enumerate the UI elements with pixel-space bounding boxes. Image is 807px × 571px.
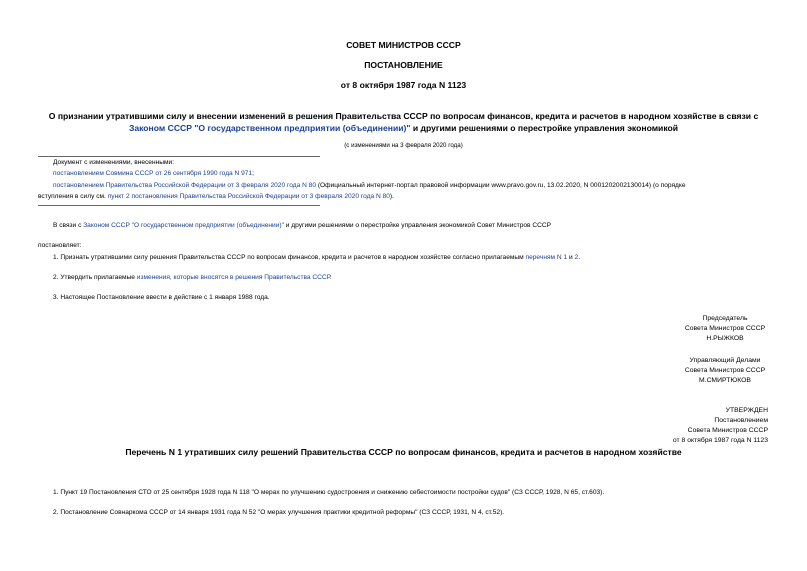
manager-title: Управляющий Делами bbox=[689, 357, 761, 364]
manager-name: М.СМИРТЮКОВ bbox=[699, 377, 751, 384]
preamble-paragraph: В связи с Законом СССР "О государственном предприятии (объединении)" и другими решениями о перестройке управления экономикой Совет Министров СССР bbox=[53, 222, 552, 229]
list-item-2: 2. Постановление Совнаркома СССР от 14 января 1931 года N 52 "О мерах улучшения практики кредитной реформы" (СЗ СССР, 1931, N 4, ст.52). bbox=[53, 509, 505, 516]
revision-note: (с изменениями на 3 февраля 2020 года) bbox=[344, 142, 463, 149]
manager-signature bbox=[680, 356, 770, 386]
changes-heading: Документ с изменениями, внесенными: bbox=[53, 159, 175, 166]
title-law-link[interactable]: Законом СССР "О государственном предприятии (объединении)" bbox=[128, 123, 411, 133]
approval-stamp bbox=[673, 406, 768, 446]
chairman-signature bbox=[680, 314, 770, 344]
document-title-line2 bbox=[0, 123, 807, 133]
list-1-title: Перечень N 1 утративших силу решений Правительства СССР по вопросам финансов, кредита и расчетов в народном хозяйстве bbox=[125, 447, 682, 457]
chairman-name: Н.РЫЖКОВ bbox=[706, 335, 744, 342]
issuer-heading: СОВЕТ МИНИСТРОВ СССР bbox=[346, 40, 461, 50]
changes-line1: постановлением Совмина СССР от 26 сентября 1990 года N 971; bbox=[53, 170, 254, 177]
preamble-law-link[interactable]: Законом СССР "О государственном предприятии (объединении)" bbox=[83, 222, 284, 229]
manager-org: Совета Министров СССР bbox=[684, 367, 766, 374]
chairman-org: Совета Министров СССР bbox=[684, 325, 766, 332]
approval-by: Постановлением bbox=[714, 417, 768, 424]
amendments-link[interactable]: изменения, которые вносятся в решения Правительства СССР bbox=[136, 274, 330, 281]
title-line2-rest: и другими решениями о перестройке управления экономикой bbox=[410, 123, 679, 133]
item-3: 3. Настоящее Постановление ввести в действие с 1 января 1988 года. bbox=[53, 294, 270, 301]
item-2: 2. Утвердить прилагаемые изменения, которые вносятся в решения Правительства СССР. bbox=[53, 274, 332, 281]
document-type-heading: ПОСТАНОВЛЕНИЕ bbox=[364, 60, 443, 70]
list-1-link[interactable]: перечням N 1 bbox=[525, 254, 568, 261]
changes-bottom-divider bbox=[38, 205, 320, 206]
list-2-link[interactable]: 2 bbox=[574, 254, 579, 261]
approval-org: Совета Министров СССР bbox=[687, 427, 768, 434]
chairman-title: Председатель bbox=[702, 315, 748, 322]
decides-text: постановляет: bbox=[38, 242, 82, 249]
approval-date: от 8 октября 1987 года N 1123 bbox=[672, 437, 768, 444]
approval-label: УТВЕРЖДЕН bbox=[725, 407, 768, 414]
change-link-1990[interactable]: постановлением Совмина СССР от 26 сентября 1990 года N 971 bbox=[53, 170, 253, 177]
change-link-2020[interactable]: постановлением Правительства Российской Федерации от 3 февраля 2020 года N 80 bbox=[53, 182, 317, 189]
change-link-clause2[interactable]: пункт 2 постановления Правительства Российской Федерации от 3 февраля 2020 года N 80 bbox=[107, 193, 390, 200]
changes-top-divider bbox=[38, 156, 320, 157]
document-title-line1: О признании утратившими силу и внесении изменений в решения Правительства СССР по вопросам финансов, кредита и расчетов в народном хозяйстве в связи с bbox=[48, 111, 759, 121]
item-1: 1. Признать утратившими силу решения Правительства СССР по вопросам финансов, кредита и расчетов в народном хозяйстве согласно прилагаемым перечням N 1 и 2. bbox=[53, 254, 581, 261]
document-date-number: от 8 октября 1987 года N 1123 bbox=[340, 80, 467, 90]
changes-line2: постановлением Правительства Российской Федерации от 3 февраля 2020 года N 80 (Официальный интернет-портал правовой информации www.pravo.gov.ru, 13.02.2020, N 0001202002130014) (о порядке bbox=[53, 182, 686, 189]
changes-line3: вступления в силу см. пункт 2 постановления Правительства Российской Федерации от 3 февраля 2020 года N 80). bbox=[38, 193, 394, 200]
list-item-1: 1. Пункт 19 Постановления СТО от 25 сентября 1928 года N 118 "О мерах по улучшению судостроения и снижению себестоимости постройки судов" (СЗ СССР, 1928, N 65, ст.603). bbox=[53, 489, 605, 496]
